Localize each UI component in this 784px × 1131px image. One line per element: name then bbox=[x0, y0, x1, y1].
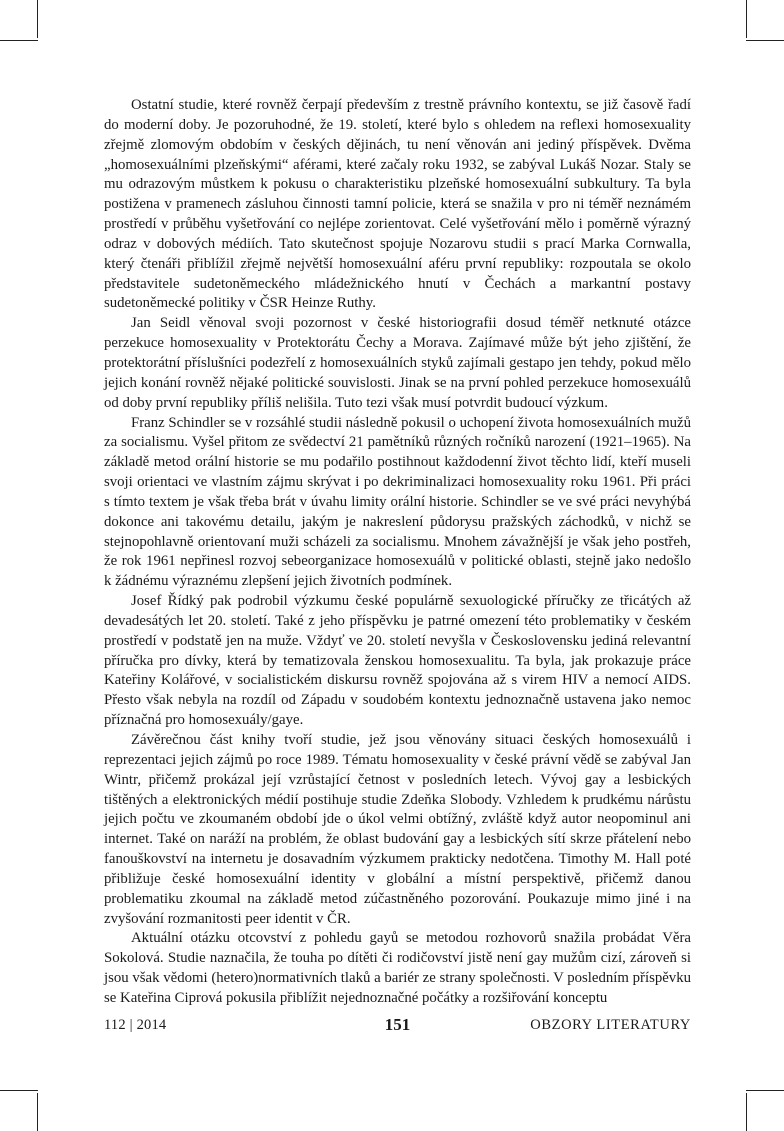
page-number: 151 bbox=[384, 1015, 411, 1034]
paragraph-1: Ostatní studie, které rovněž čerpají především z trestně právního kontextu, se již časově řadí do moderní doby. Je pozoruhodné, že 19. století, které bylo s ohledem na reflexi homosexuality zřejmě zlomovým obdobím v českých dějinách, tu není věnován ani jediný příspěvek. Dvěma „homosexuálními plzeňskými“ aférami, které začaly roku 1932, se zabýval Lukáš Nozar. Staly se mu odrazovým můstkem k pokusu o charakteristiku plzeňské homosexuální subkultury. Ta byla postižena v pramenech zásluhou činnosti tamní policie, která se snažila v pro ni téměř neznámém prostředí v průběhu vyšetřování co nejlépe zorientovat. Celé vyšetřování mělo i poměrně výrazný odraz v dobových médiích. Tato skutečnost spojuje Nozarovu studii s prací Marka Cornwalla, který čtenáři přiblížil zřejmě největší homosexuální aféru první republiky: rozpoutala se okolo představitele sudetoněmeckého mládežnického hnutí v Čechách a markantní postavy sudetoněmecké politiky v ČSR Heinze Ruthy. bbox=[104, 97, 691, 312]
issue-number: 112 | 2014 bbox=[104, 1017, 167, 1033]
crop-mark-top-right bbox=[746, 0, 747, 38]
crop-mark-right-top bbox=[746, 40, 784, 41]
crop-mark-bottom-left bbox=[37, 1093, 38, 1131]
page-footer bbox=[104, 1015, 691, 1039]
paragraph-5: Závěrečnou část knihy tvoří studie, jež jsou věnovány situaci českých homosexuálů i reprezentaci jejich zájmů po roce 1989. Tématu homosexuality v české právní vědě se zabýval Jan Wintr, přičemž prokázal její vzrůstající četnost v posledních letech. Vývoj gay a lesbických tištěných a elektronických médií postihuje studie Zdeňka Slobody. Vzhledem k prudkému nárůstu jejich počtu ve zkoumaném období jde o úkol velmi obtížný, zvláště když autor neopominul ani internet. Také on naráží na problém, že oblast budování gay a lesbických sítí skrze přátelení nebo fanouškovství na internetu je dosavadním výzkumem prakticky nedotčena. Timothy M. Hall poté přibližuje české homosexuální identity v globální a místní perspektivě, přičemž danou problematiku zkoumal na základě metod zúčastněného pozorování. Poukazuje mimo jiné i na zvyšování rozmanitosti peer identit v ČR. bbox=[104, 732, 691, 927]
crop-mark-top-left bbox=[37, 0, 38, 38]
crop-mark-left-bottom bbox=[0, 1090, 38, 1091]
paragraph-6: Aktuální otázku otcovství z pohledu gayů se metodou rozhovorů snažila probádat Věra Sokolová. Studie naznačila, že touha po dítěti či rodičovství jistě není gay mužům cizí, zároveň si jsou však vědomi (hetero)normativních tlaků a bariér ze strany společnosti. V posledním příspěvku se Kateřina Ciprová pokusila přiblížit nejednoznačné počátky a rozšiřování konceptu bbox=[104, 930, 691, 1006]
crop-mark-bottom-right bbox=[746, 1093, 747, 1131]
body-text bbox=[104, 96, 691, 1009]
paragraph-4: Josef Řídký pak podrobil výzkumu české populárně sexuologické příručky ze třicátých až devadesátých let 20. století. Také z jeho příspěvku je patrné omezení této problematiky v českém prostředí v podstatě jen na muže. Vždyť ve 20. století nevyšla v Československu jediná relevantní příručka pro dívky, která by tematizovala ženskou homosexualitu. Ta byla, jak prokazuje práce Kateřiny Kolářové, v socialistickém diskursu rovněž spojována až s virem HIV a nemocí AIDS. Přesto však nebyla na rozdíl od Západu v soudobém kontextu jednoznačně ustavena jako nemoc příznačná pro homosexuály/gaye. bbox=[104, 593, 691, 729]
paragraph-2: Jan Seidl věnoval svoji pozornost v české historiografii dosud téměř netknuté otázce perzekuce homosexuality v Protektorátu Čechy a Morava. Zajímavé může být jeho zjištění, že protektorátní příslušníci podezřelí z homosexuálních styků zajímali gestapo jen tehdy, pokud mělo jejich konání rovněž nějaké politické souvislosti. Jinak se na první pohled perzekuce homosexuálů od doby první republiky příliš nelišila. Tuto tezi však musí potvrdit budoucí výzkum. bbox=[104, 315, 691, 411]
journal-title: OBZORY LITERATURY bbox=[530, 1017, 691, 1033]
crop-mark-left-top bbox=[0, 40, 38, 41]
crop-mark-right-bottom bbox=[746, 1090, 784, 1091]
paragraph-3: Franz Schindler se v rozsáhlé studii následně pokusil o uchopení života homosexuálních mužů za socialismu. Vyšel přitom ze svědectví 21 pamětníků různých ročníků narození (1921–1965). Na základě metod orální historie se mu podařilo postihnout každodenní život těchto lidí, kteří museli svoji orientaci ve vlastním zájmu skrývat i po dekriminalizaci homosexuality roku 1961. Při práci s tímto textem je však třeba brát v úvahu limity orální historie. Schindler se ve své práci nevyhýbá dokonce ani takovému detailu, jakým je nakreslení půdorysu pražských záchodků, v nichž se stejnopohlavně orientovaní muži scházeli za socialismu. Mnohem závažnější je však jeho postřeh, že rok 1961 nepřinesl rozvoj sebeorganizace homosexuálů v politické oblasti, stejně jako nedošlo k žádnému výraznému zlepšení jejich životních podmínek. bbox=[104, 414, 691, 590]
